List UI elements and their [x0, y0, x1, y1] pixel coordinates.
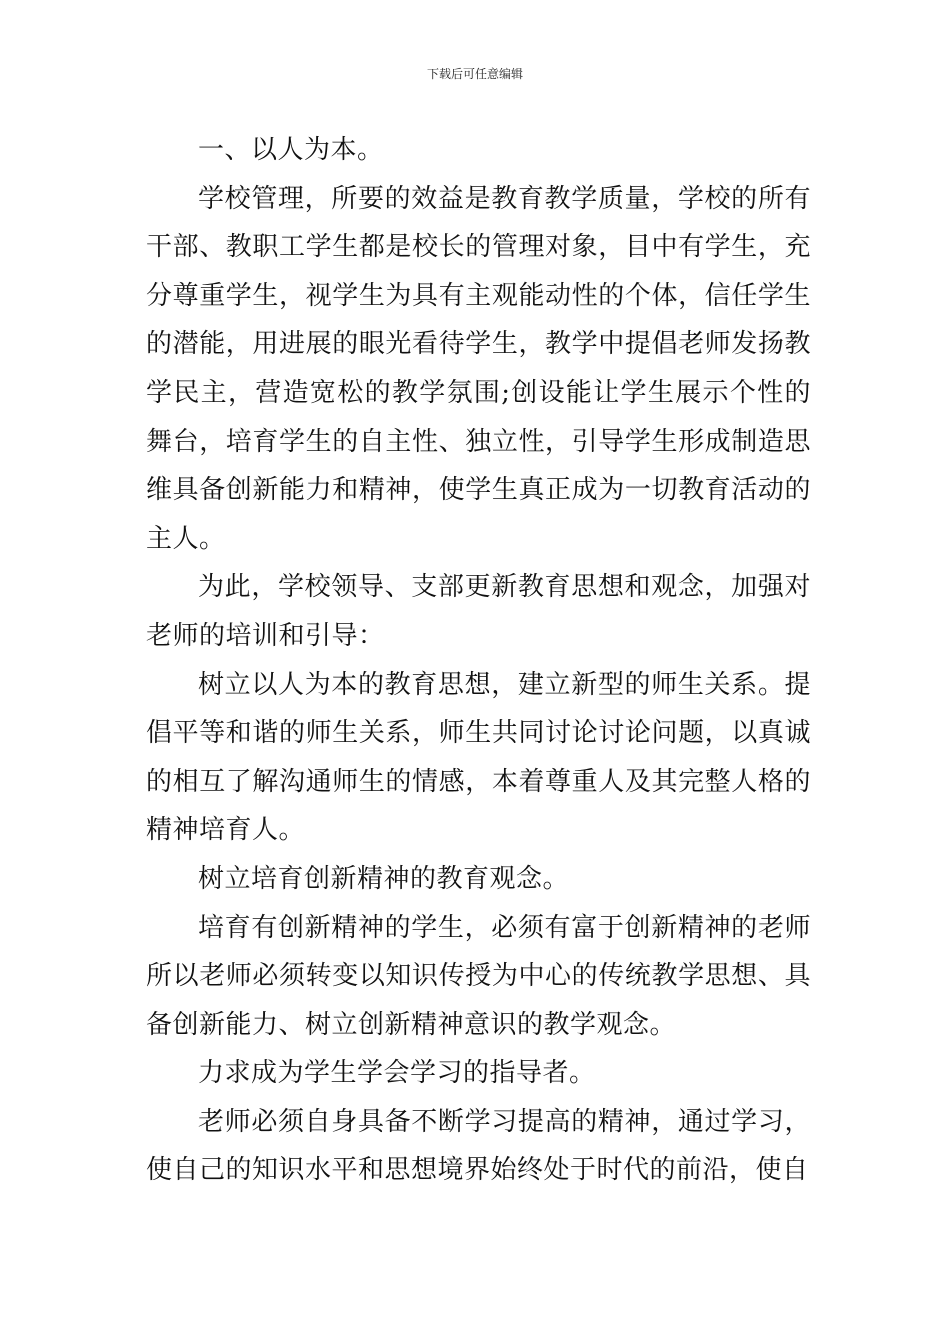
- paragraph: 树立以人为本的教育思想，建立新型的师生关系。提倡平等和谐的师生关系，师生共同讨论讨论问题，以真诚的相互了解沟通师生的情感，本着尊重人及其完整人格的精神培育人。: [146, 669, 811, 846]
- document-body: [146, 126, 811, 1195]
- paragraph: 树立培育创新精神的教育观念。: [198, 863, 570, 894]
- page-header-note: 下载后可任意编辑: [426, 67, 523, 81]
- paragraph: 培育有创新精神的学生，必须有富于创新精神的老师所以老师必须转变以知识传授为中心的传统教学思想、具备创新能力、树立创新精神意识的教学观念。: [146, 912, 811, 1040]
- paragraph: 学校管理，所要的效益是教育教学质量，学校的所有干部、教职工学生都是校长的管理对象，目中有学生，充分尊重学生，视学生为具有主观能动性的个体，信任学生的潜能，用进展的眼光看待学生，教学中提倡老师发扬教学民主，营造宽松的教学氛围;创设能让学生展示个性的舞台，培育学生的自主性、独立性，引导学生形成制造思维具备创新能力和精神，使学生真正成为一切教育活动的主人。: [146, 183, 811, 554]
- paragraph: 老师必须自身具备不断学习提高的精神，通过学习，使自己的知识水平和思想境界始终处于时代的前沿，使自: [146, 1106, 811, 1186]
- paragraph: 力求成为学生学会学习的指导者。: [198, 1058, 596, 1089]
- paragraph: 为此，学校领导、支部更新教育思想和观念，加强对老师的培训和引导：: [146, 572, 811, 651]
- section-heading: 一、以人为本。: [198, 135, 384, 165]
